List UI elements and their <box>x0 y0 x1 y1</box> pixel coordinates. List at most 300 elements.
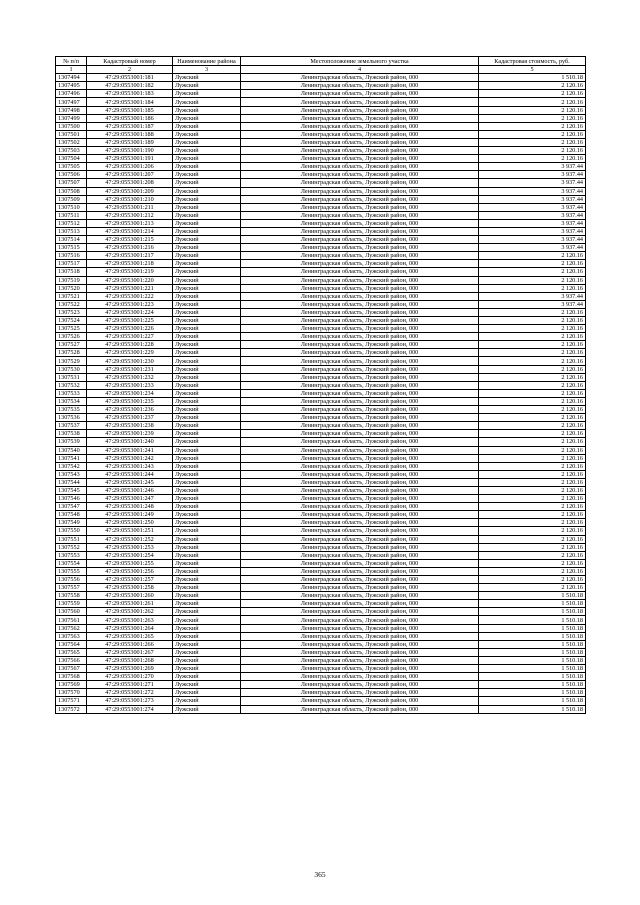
table-row <box>56 470 586 478</box>
cell-row-number: 1307495 <box>56 82 87 90</box>
cell-district: Лужский <box>173 219 241 227</box>
cell-district: Лужский <box>173 98 241 106</box>
table-row <box>56 527 586 535</box>
cell-value: 2 120.16 <box>479 114 586 122</box>
cell-row-number: 1307517 <box>56 260 87 268</box>
table-row <box>56 616 586 624</box>
cell-value: 3 937.44 <box>479 236 586 244</box>
cell-value: 2 120.16 <box>479 381 586 389</box>
column-number-row <box>56 66 586 74</box>
cell-row-number: 1307503 <box>56 147 87 155</box>
cell-district: Лужский <box>173 333 241 341</box>
cell-location: Ленинградская область, Лужский район, 000 <box>241 389 479 397</box>
cell-cadastral-number: 47:29:0553001:261 <box>87 600 173 608</box>
cell-location: Ленинградская область, Лужский район, 000 <box>241 317 479 325</box>
cell-row-number: 1307508 <box>56 187 87 195</box>
cell-value: 2 120.16 <box>479 422 586 430</box>
cell-cadastral-number: 47:29:0553001:225 <box>87 317 173 325</box>
cell-district: Лужский <box>173 163 241 171</box>
cell-cadastral-number: 47:29:0553001:237 <box>87 414 173 422</box>
cell-district: Лужский <box>173 74 241 82</box>
cell-location: Ленинградская область, Лужский район, 000 <box>241 90 479 98</box>
table-row <box>56 341 586 349</box>
cell-row-number: 1307505 <box>56 163 87 171</box>
table-row <box>56 543 586 551</box>
cell-value: 2 120.16 <box>479 341 586 349</box>
cell-cadastral-number: 47:29:0553001:256 <box>87 567 173 575</box>
cell-row-number: 1307549 <box>56 519 87 527</box>
cell-location: Ленинградская область, Лужский район, 000 <box>241 333 479 341</box>
cell-value: 2 120.16 <box>479 365 586 373</box>
cell-location: Ленинградская область, Лужский район, 000 <box>241 219 479 227</box>
cell-cadastral-number: 47:29:0553001:206 <box>87 163 173 171</box>
cell-cadastral-number: 47:29:0553001:267 <box>87 648 173 656</box>
cell-location: Ленинградская область, Лужский район, 000 <box>241 551 479 559</box>
cell-value: 3 937.44 <box>479 203 586 211</box>
cell-location: Ленинградская область, Лужский район, 000 <box>241 284 479 292</box>
cell-cadastral-number: 47:29:0553001:273 <box>87 697 173 705</box>
cell-district: Лужский <box>173 373 241 381</box>
table-row <box>56 689 586 697</box>
cell-district: Лужский <box>173 543 241 551</box>
cell-value: 2 120.16 <box>479 82 586 90</box>
cell-district: Лужский <box>173 446 241 454</box>
cell-location: Ленинградская область, Лужский район, 000 <box>241 486 479 494</box>
cell-value: 2 120.16 <box>479 98 586 106</box>
cell-location: Ленинградская область, Лужский район, 000 <box>241 592 479 600</box>
cell-value: 3 937.44 <box>479 227 586 235</box>
cell-value: 2 120.16 <box>479 486 586 494</box>
table-row <box>56 486 586 494</box>
cell-value: 3 937.44 <box>479 187 586 195</box>
cell-row-number: 1307523 <box>56 308 87 316</box>
cell-district: Лужский <box>173 122 241 130</box>
cell-cadastral-number: 47:29:0553001:184 <box>87 98 173 106</box>
document-page <box>55 56 585 714</box>
cell-district: Лужский <box>173 665 241 673</box>
cell-location: Ленинградская область, Лужский район, 000 <box>241 689 479 697</box>
cell-row-number: 1307569 <box>56 681 87 689</box>
cell-location: Ленинградская область, Лужский район, 000 <box>241 656 479 664</box>
cell-location: Ленинградская область, Лужский район, 000 <box>241 300 479 308</box>
cell-district: Лужский <box>173 600 241 608</box>
cell-district: Лужский <box>173 106 241 114</box>
column-number: 3 <box>173 66 241 74</box>
table-row <box>56 268 586 276</box>
cell-district: Лужский <box>173 114 241 122</box>
header-cadastral-number: Кадастровый номер <box>87 57 173 66</box>
cell-district: Лужский <box>173 567 241 575</box>
cell-district: Лужский <box>173 195 241 203</box>
cell-district: Лужский <box>173 341 241 349</box>
cell-district: Лужский <box>173 656 241 664</box>
cell-value: 2 120.16 <box>479 551 586 559</box>
cell-location: Ленинградская область, Лужский район, 000 <box>241 349 479 357</box>
cell-cadastral-number: 47:29:0553001:254 <box>87 551 173 559</box>
cell-cadastral-number: 47:29:0553001:268 <box>87 656 173 664</box>
cell-row-number: 1307506 <box>56 171 87 179</box>
cell-location: Ленинградская область, Лужский район, 000 <box>241 616 479 624</box>
cell-value: 2 120.16 <box>479 276 586 284</box>
cell-value: 2 120.16 <box>479 308 586 316</box>
table-row <box>56 495 586 503</box>
table-row <box>56 430 586 438</box>
table-row <box>56 665 586 673</box>
table-row <box>56 325 586 333</box>
cell-location: Ленинградская область, Лужский район, 000 <box>241 414 479 422</box>
cell-location: Ленинградская область, Лужский район, 000 <box>241 171 479 179</box>
cell-location: Ленинградская область, Лужский район, 000 <box>241 640 479 648</box>
table-row <box>56 397 586 405</box>
cell-cadastral-number: 47:29:0553001:211 <box>87 203 173 211</box>
cell-row-number: 1307546 <box>56 495 87 503</box>
cell-value: 3 937.44 <box>479 211 586 219</box>
cell-value: 2 120.16 <box>479 268 586 276</box>
cell-value: 2 120.16 <box>479 317 586 325</box>
cell-cadastral-number: 47:29:0553001:270 <box>87 673 173 681</box>
cell-value: 2 120.16 <box>479 454 586 462</box>
cell-district: Лужский <box>173 414 241 422</box>
cell-row-number: 1307545 <box>56 486 87 494</box>
cell-cadastral-number: 47:29:0553001:222 <box>87 292 173 300</box>
cell-location: Ленинградская область, Лужский район, 000 <box>241 373 479 381</box>
cell-district: Лужский <box>173 308 241 316</box>
table-row <box>56 576 586 584</box>
cell-row-number: 1307572 <box>56 705 87 713</box>
cell-location: Ленинградская область, Лужский район, 000 <box>241 535 479 543</box>
cell-row-number: 1307550 <box>56 527 87 535</box>
cell-location: Ленинградская область, Лужский район, 000 <box>241 681 479 689</box>
cell-value: 2 120.16 <box>479 373 586 381</box>
cell-row-number: 1307521 <box>56 292 87 300</box>
cell-row-number: 1307520 <box>56 284 87 292</box>
cell-row-number: 1307563 <box>56 632 87 640</box>
cell-row-number: 1307539 <box>56 438 87 446</box>
cell-row-number: 1307512 <box>56 219 87 227</box>
cell-row-number: 1307571 <box>56 697 87 705</box>
cell-row-number: 1307536 <box>56 414 87 422</box>
cell-row-number: 1307507 <box>56 179 87 187</box>
cell-cadastral-number: 47:29:0553001:234 <box>87 389 173 397</box>
cell-value: 3 937.44 <box>479 300 586 308</box>
cell-value: 2 120.16 <box>479 535 586 543</box>
cell-district: Лужский <box>173 90 241 98</box>
cell-location: Ленинградская область, Лужский район, 000 <box>241 527 479 535</box>
cell-district: Лужский <box>173 317 241 325</box>
cell-cadastral-number: 47:29:0553001:214 <box>87 227 173 235</box>
cell-district: Лужский <box>173 705 241 713</box>
cell-district: Лужский <box>173 406 241 414</box>
cell-location: Ленинградская область, Лужский район, 000 <box>241 543 479 551</box>
cell-row-number: 1307496 <box>56 90 87 98</box>
cell-location: Ленинградская область, Лужский район, 000 <box>241 74 479 82</box>
cell-district: Лужский <box>173 673 241 681</box>
cell-cadastral-number: 47:29:0553001:208 <box>87 179 173 187</box>
cell-cadastral-number: 47:29:0553001:181 <box>87 74 173 82</box>
cell-cadastral-number: 47:29:0553001:209 <box>87 187 173 195</box>
cell-district: Лужский <box>173 462 241 470</box>
table-row <box>56 462 586 470</box>
cell-cadastral-number: 47:29:0553001:228 <box>87 341 173 349</box>
cell-value: 3 937.44 <box>479 171 586 179</box>
cell-district: Лужский <box>173 438 241 446</box>
cell-row-number: 1307514 <box>56 236 87 244</box>
table-row <box>56 333 586 341</box>
cell-location: Ленинградская область, Лужский район, 000 <box>241 422 479 430</box>
cell-location: Ленинградская область, Лужский район, 000 <box>241 98 479 106</box>
table-row <box>56 414 586 422</box>
cell-row-number: 1307570 <box>56 689 87 697</box>
cell-row-number: 1307519 <box>56 276 87 284</box>
cell-cadastral-number: 47:29:0553001:235 <box>87 397 173 405</box>
cell-cadastral-number: 47:29:0553001:263 <box>87 616 173 624</box>
cell-location: Ленинградская область, Лужский район, 000 <box>241 268 479 276</box>
table-row <box>56 260 586 268</box>
cell-cadastral-number: 47:29:0553001:219 <box>87 268 173 276</box>
cell-row-number: 1307510 <box>56 203 87 211</box>
cell-value: 1 510.18 <box>479 665 586 673</box>
cell-value: 1 510.18 <box>479 600 586 608</box>
cell-district: Лужский <box>173 349 241 357</box>
cell-location: Ленинградская область, Лужский район, 000 <box>241 495 479 503</box>
cell-cadastral-number: 47:29:0553001:216 <box>87 244 173 252</box>
table-row <box>56 632 586 640</box>
cell-cadastral-number: 47:29:0553001:240 <box>87 438 173 446</box>
cell-location: Ленинградская область, Лужский район, 000 <box>241 624 479 632</box>
cell-cadastral-number: 47:29:0553001:207 <box>87 171 173 179</box>
cell-district: Лужский <box>173 454 241 462</box>
cell-district: Лужский <box>173 276 241 284</box>
cell-location: Ленинградская область, Лужский район, 000 <box>241 244 479 252</box>
cell-cadastral-number: 47:29:0553001:257 <box>87 576 173 584</box>
table-row <box>56 406 586 414</box>
cell-district: Лужский <box>173 592 241 600</box>
cell-row-number: 1307513 <box>56 227 87 235</box>
header-row <box>56 57 586 66</box>
cell-value: 1 510.18 <box>479 632 586 640</box>
cell-row-number: 1307554 <box>56 559 87 567</box>
table-row <box>56 82 586 90</box>
table-row <box>56 163 586 171</box>
cell-value: 3 937.44 <box>479 292 586 300</box>
cell-row-number: 1307509 <box>56 195 87 203</box>
cell-district: Лужский <box>173 527 241 535</box>
cell-cadastral-number: 47:29:0553001:186 <box>87 114 173 122</box>
cell-cadastral-number: 47:29:0553001:255 <box>87 559 173 567</box>
cell-row-number: 1307566 <box>56 656 87 664</box>
cell-location: Ленинградская область, Лужский район, 000 <box>241 446 479 454</box>
table-row <box>56 114 586 122</box>
cell-value: 1 510.18 <box>479 705 586 713</box>
cell-value: 2 120.16 <box>479 527 586 535</box>
cell-row-number: 1307553 <box>56 551 87 559</box>
table-row <box>56 681 586 689</box>
table-row <box>56 227 586 235</box>
cell-row-number: 1307499 <box>56 114 87 122</box>
cell-district: Лужский <box>173 365 241 373</box>
cell-row-number: 1307558 <box>56 592 87 600</box>
cell-district: Лужский <box>173 381 241 389</box>
cell-district: Лужский <box>173 495 241 503</box>
cell-value: 2 120.16 <box>479 495 586 503</box>
cell-location: Ленинградская область, Лужский район, 000 <box>241 381 479 389</box>
cell-district: Лужский <box>173 511 241 519</box>
cell-location: Ленинградская область, Лужский район, 000 <box>241 114 479 122</box>
cell-value: 2 120.16 <box>479 559 586 567</box>
table-row <box>56 317 586 325</box>
cell-cadastral-number: 47:29:0553001:224 <box>87 308 173 316</box>
cell-value: 2 120.16 <box>479 138 586 146</box>
table-row <box>56 511 586 519</box>
cell-location: Ленинградская область, Лужский район, 000 <box>241 236 479 244</box>
cell-district: Лужский <box>173 519 241 527</box>
table-row <box>56 567 586 575</box>
cell-cadastral-number: 47:29:0553001:249 <box>87 511 173 519</box>
cell-value: 1 510.18 <box>479 592 586 600</box>
cell-cadastral-number: 47:29:0553001:269 <box>87 665 173 673</box>
cell-location: Ленинградская область, Лужский район, 000 <box>241 673 479 681</box>
cell-cadastral-number: 47:29:0553001:189 <box>87 138 173 146</box>
cell-row-number: 1307551 <box>56 535 87 543</box>
cell-location: Ленинградская область, Лужский район, 000 <box>241 519 479 527</box>
cell-cadastral-number: 47:29:0553001:243 <box>87 462 173 470</box>
cell-row-number: 1307532 <box>56 381 87 389</box>
cell-row-number: 1307544 <box>56 478 87 486</box>
cell-location: Ленинградская область, Лужский район, 000 <box>241 82 479 90</box>
table-row <box>56 195 586 203</box>
cell-row-number: 1307518 <box>56 268 87 276</box>
cell-row-number: 1307501 <box>56 130 87 138</box>
table-row <box>56 624 586 632</box>
cell-district: Лужский <box>173 584 241 592</box>
table-row <box>56 90 586 98</box>
cell-value: 1 510.18 <box>479 689 586 697</box>
cell-location: Ленинградская область, Лужский район, 000 <box>241 462 479 470</box>
cell-row-number: 1307568 <box>56 673 87 681</box>
cell-location: Ленинградская область, Лужский район, 000 <box>241 438 479 446</box>
table-header <box>56 57 586 74</box>
table-row <box>56 171 586 179</box>
cell-location: Ленинградская область, Лужский район, 000 <box>241 325 479 333</box>
cell-district: Лужский <box>173 211 241 219</box>
cell-location: Ленинградская область, Лужский район, 000 <box>241 187 479 195</box>
cell-row-number: 1307516 <box>56 252 87 260</box>
cell-district: Лужский <box>173 640 241 648</box>
cell-row-number: 1307530 <box>56 365 87 373</box>
table-row <box>56 98 586 106</box>
cell-row-number: 1307504 <box>56 155 87 163</box>
cell-row-number: 1307548 <box>56 511 87 519</box>
cell-district: Лужский <box>173 430 241 438</box>
cell-district: Лужский <box>173 697 241 705</box>
table-row <box>56 138 586 146</box>
cell-location: Ленинградская область, Лужский район, 000 <box>241 106 479 114</box>
cell-cadastral-number: 47:29:0553001:188 <box>87 130 173 138</box>
cell-cadastral-number: 47:29:0553001:221 <box>87 284 173 292</box>
table-row <box>56 130 586 138</box>
cell-district: Лужский <box>173 187 241 195</box>
table-row <box>56 478 586 486</box>
cell-row-number: 1307533 <box>56 389 87 397</box>
cell-location: Ленинградская область, Лужский район, 000 <box>241 276 479 284</box>
table-row <box>56 357 586 365</box>
cell-row-number: 1307502 <box>56 138 87 146</box>
cell-district: Лужский <box>173 470 241 478</box>
column-number: 4 <box>241 66 479 74</box>
cell-cadastral-number: 47:29:0553001:217 <box>87 252 173 260</box>
cell-row-number: 1307525 <box>56 325 87 333</box>
cell-cadastral-number: 47:29:0553001:238 <box>87 422 173 430</box>
table-row <box>56 705 586 713</box>
cell-row-number: 1307538 <box>56 430 87 438</box>
cell-district: Лужский <box>173 389 241 397</box>
table-row <box>56 584 586 592</box>
cell-district: Лужский <box>173 397 241 405</box>
table-row <box>56 147 586 155</box>
table-row <box>56 438 586 446</box>
cell-value: 1 510.18 <box>479 673 586 681</box>
cell-cadastral-number: 47:29:0553001:239 <box>87 430 173 438</box>
cell-value: 2 120.16 <box>479 511 586 519</box>
cell-row-number: 1307500 <box>56 122 87 130</box>
cell-value: 3 937.44 <box>479 219 586 227</box>
table-body <box>56 74 586 713</box>
cell-value: 2 120.16 <box>479 406 586 414</box>
cell-value: 2 120.16 <box>479 567 586 575</box>
cell-location: Ленинградская область, Лужский район, 000 <box>241 252 479 260</box>
cell-value: 2 120.16 <box>479 155 586 163</box>
cell-row-number: 1307555 <box>56 567 87 575</box>
cell-location: Ленинградская область, Лужский район, 000 <box>241 632 479 640</box>
cell-location: Ленинградская область, Лужский район, 000 <box>241 576 479 584</box>
cell-row-number: 1307547 <box>56 503 87 511</box>
cell-district: Лужский <box>173 648 241 656</box>
cell-value: 1 510.18 <box>479 648 586 656</box>
table-row <box>56 648 586 656</box>
table-row <box>56 446 586 454</box>
cell-location: Ленинградская область, Лужский район, 000 <box>241 292 479 300</box>
table-row <box>56 252 586 260</box>
cell-value: 3 937.44 <box>479 195 586 203</box>
cell-location: Ленинградская область, Лужский район, 000 <box>241 138 479 146</box>
cell-district: Лужский <box>173 576 241 584</box>
cell-value: 3 937.44 <box>479 163 586 171</box>
cell-cadastral-number: 47:29:0553001:233 <box>87 381 173 389</box>
cell-location: Ленинградская область, Лужский район, 000 <box>241 559 479 567</box>
cell-value: 2 120.16 <box>479 430 586 438</box>
column-number: 5 <box>479 66 586 74</box>
cell-value: 3 937.44 <box>479 179 586 187</box>
table-row <box>56 608 586 616</box>
cell-district: Лужский <box>173 486 241 494</box>
cell-cadastral-number: 47:29:0553001:265 <box>87 632 173 640</box>
cell-cadastral-number: 47:29:0553001:231 <box>87 365 173 373</box>
cell-district: Лужский <box>173 681 241 689</box>
cell-cadastral-number: 47:29:0553001:274 <box>87 705 173 713</box>
cell-value: 2 120.16 <box>479 389 586 397</box>
cell-value: 2 120.16 <box>479 106 586 114</box>
cell-value: 1 510.18 <box>479 656 586 664</box>
cell-location: Ленинградская область, Лужский район, 000 <box>241 567 479 575</box>
cell-value: 2 120.16 <box>479 252 586 260</box>
cell-district: Лужский <box>173 284 241 292</box>
table-row <box>56 292 586 300</box>
cell-row-number: 1307534 <box>56 397 87 405</box>
cell-location: Ленинградская область, Лужский район, 000 <box>241 147 479 155</box>
cell-cadastral-number: 47:29:0553001:271 <box>87 681 173 689</box>
cell-district: Лужский <box>173 252 241 260</box>
cell-cadastral-number: 47:29:0553001:248 <box>87 503 173 511</box>
